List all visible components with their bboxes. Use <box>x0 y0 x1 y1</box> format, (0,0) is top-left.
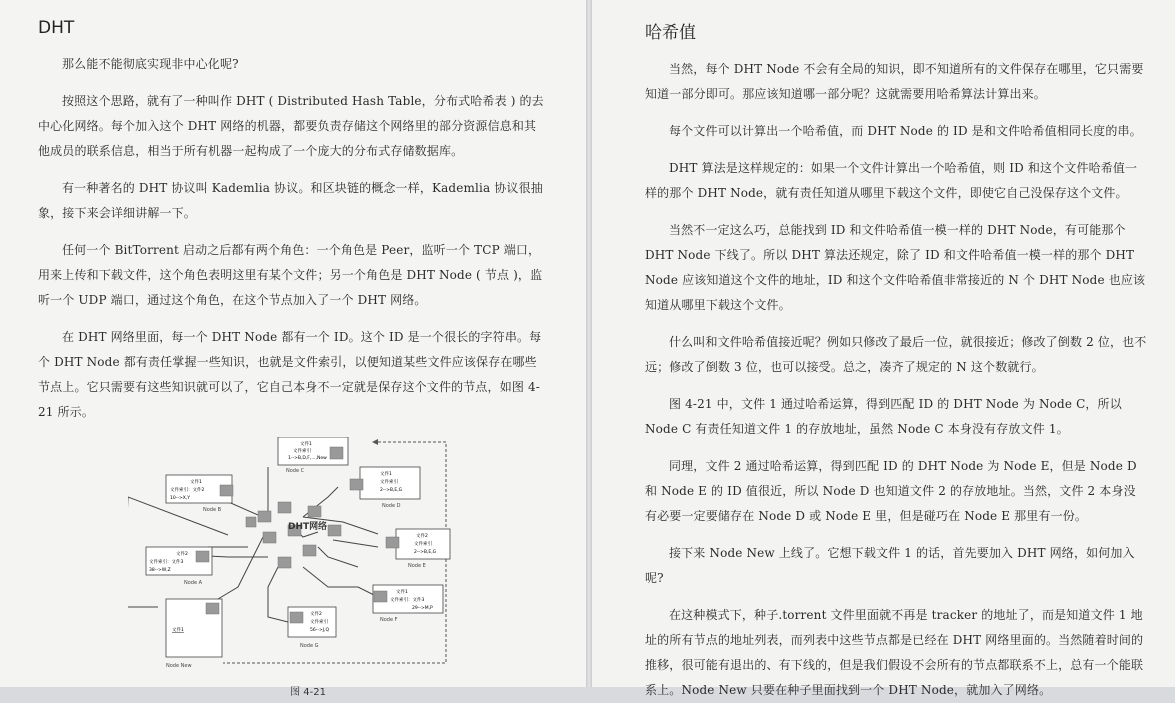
network-center-label: DHT网络 <box>288 522 328 532</box>
svg-text:Node F: Node F <box>380 617 398 623</box>
paragraph: 按照这个思路，就有了一种叫作 DHT ( Distributed Hash Table，分布式哈希表 ) 的去中心化网络。每个加入这个 DHT 网络的机器，都要负责存储这个网络里的部分资源信息和其他成员的联系信息，相当于所有机器一起构成了一个庞大的分布式存储数据库。 <box>38 94 544 158</box>
svg-text:Node G: Node G <box>300 643 319 649</box>
svg-text:文件2: 文件2 <box>176 552 188 557</box>
node-g <box>288 607 336 649</box>
svg-text:文件索引：文件2: 文件索引：文件2 <box>170 488 205 493</box>
network-routers <box>246 502 341 568</box>
svg-text:文件索引: 文件索引 <box>414 542 432 547</box>
paragraph: 当然，每个 DHT Node 不会有全局的知识，即不知道所有的文件保存在哪里，它只需要知道一部分即可。那应该知道哪一部分呢？这就需要用哈希算法计算出来。 <box>645 62 1144 101</box>
svg-text:Node C: Node C <box>286 468 305 474</box>
svg-text:文件1: 文件1 <box>380 472 392 477</box>
right-page <box>592 0 1175 697</box>
section-heading-hash: 哈希值 <box>645 23 696 43</box>
paragraph: 同理，文件 2 通过哈希运算，得到匹配 ID 的 DHT Node 为 Node E，但是 Node D 和 Node E 的 ID 值很近，所以 Node D 也知道文件 2 的存放地址。当然，文件 2 本身没有必要一定要储存在 Node D 或 Node E 里，但是碰巧在 Node E 那里有一份。 <box>645 459 1137 523</box>
svg-text:Node E: Node E <box>408 563 426 569</box>
paragraph: 有一种著名的 DHT 协议叫 Kademlia 协议。和区块链的概念一样，Kademlia 协议很抽象，接下来会详细讲解一下。 <box>38 181 543 220</box>
arrow-head <box>372 439 378 445</box>
svg-text:文件索引：文件3: 文件索引：文件3 <box>149 560 184 565</box>
figure-caption: 图 4-21 <box>290 687 326 698</box>
paragraph: 什么叫和文件哈希值接近呢？例如只修改了最后一位，就很接近；修改了倒数 2 位，也不远；修改了倒数 3 位，也可以接受。总之，凑齐了规定的 N 这个数就行。 <box>645 335 1147 374</box>
svg-text:文件索引: 文件索引 <box>310 620 328 625</box>
svg-text:Node D: Node D <box>382 503 401 509</box>
svg-text:38-->W,Z: 38-->W,Z <box>149 568 171 573</box>
svg-text:文件1: 文件1 <box>190 480 202 485</box>
svg-text:文件2: 文件2 <box>310 612 322 617</box>
network-links <box>128 467 378 622</box>
node-c <box>278 437 348 474</box>
svg-text:Node B: Node B <box>203 507 222 513</box>
paragraph: 每个文件可以计算出一个哈希值，而 DHT Node 的 ID 是和文件哈希值相同长度的串。 <box>669 124 1142 138</box>
diagram-svg <box>128 437 488 677</box>
svg-text:Node New: Node New <box>166 663 192 669</box>
section-heading-dht: DHT <box>38 18 75 38</box>
left-page <box>0 0 586 698</box>
svg-text:29-->M,P: 29-->M,P <box>412 606 433 611</box>
svg-text:文件1: 文件1 <box>172 628 184 633</box>
paragraph: 那么能不能彻底实现非中心化呢? <box>62 57 239 71</box>
paragraph: 任何一个 BitTorrent 启动之后都有两个角色：一个角色是 Peer，监听一个 TCP 端口，用来上传和下载文件，这个角色表明这里有某个文件；另一个角色是 DHT Node ( 节点 )，监听一个 UDP 端口，通过这个角色，在这个节点加入了一个 DHT 网络。 <box>38 243 543 307</box>
node-e <box>386 529 450 569</box>
svg-text:文件1: 文件1 <box>300 442 312 447</box>
svg-text:10-->X,Y: 10-->X,Y <box>170 496 191 501</box>
svg-text:2-->B,E,G: 2-->B,E,G <box>414 550 437 555</box>
node-f <box>373 585 443 623</box>
paragraph: 当然不一定这么巧，总能找到 ID 和文件哈希值一模一样的 DHT Node，有可能那个 DHT Node 下线了。所以 DHT 算法还规定，除了 ID 和文件哈希值一模一样的那个 DHT Node 应该知道这个文件的地址，ID 和这个文件哈希值非常接近的 N 个 DHT Node 也应该知道从哪里下载这个文件。 <box>645 223 1146 312</box>
paragraph: 图 4-21 中，文件 1 通过哈希运算，得到匹配 ID 的 DHT Node 为 Node C，所以 Node C 有责任知道文件 1 的存放地址，虽然 Node C 本身没有存放文件 1。 <box>645 397 1122 436</box>
svg-text:文件索引: 文件索引 <box>293 449 311 454</box>
node-d <box>350 467 420 509</box>
paragraph: 接下来 Node New 上线了。它想下载文件 1 的话，首先要加入 DHT 网络，如何加入呢? <box>645 546 1135 585</box>
svg-text:56-->J,Q: 56-->J,Q <box>310 628 330 633</box>
svg-text:文件索引：文件3: 文件索引：文件3 <box>390 598 425 603</box>
node-a <box>146 547 212 586</box>
svg-text:Node A: Node A <box>184 580 203 586</box>
svg-text:文件1: 文件1 <box>396 590 408 595</box>
paragraph: 在 DHT 网络里面，每一个 DHT Node 都有一个 ID。这个 ID 是一个很长的字符串。每个 DHT Node 都有责任掌握一些知识，也就是文件索引，以便知道某些文件应该保存在哪些节点上。它只需要有这些知识就可以了，它自己本身不一定就是保存这个文件的节点，如图 4-21 所示。 <box>38 330 542 419</box>
svg-text:2-->B,E,G: 2-->B,E,G <box>380 488 403 493</box>
paragraph: 在这种模式下，种子.torrent 文件里面就不再是 tracker 的地址了，而是知道文件 1 地址的所有节点的地址列表，而列表中这些节点都是已经在 DHT 网络里面的。当然随着时间的推移，很可能有退出的、有下线的，但是我们假设不会所有的节点都联系不上，总有一个能联系上。Node New 只要在种子里面找到一个 DHT Node，就加入了网络。 <box>645 608 1144 697</box>
svg-text:文件2: 文件2 <box>416 534 428 539</box>
node-b <box>166 475 233 513</box>
dht-network-diagram <box>128 437 488 677</box>
node-new <box>166 599 222 669</box>
svg-text:文件索引: 文件索引 <box>380 480 398 485</box>
svg-text:1-->B,D,F,...,New: 1-->B,D,F,...,New <box>288 456 327 461</box>
paragraph: DHT 算法是这样规定的：如果一个文件计算出一个哈希值，则 ID 和这个文件哈希值一样的那个 DHT Node，就有责任知道从哪里下载这个文件，即使它自己没保存这个文件。 <box>645 161 1138 200</box>
